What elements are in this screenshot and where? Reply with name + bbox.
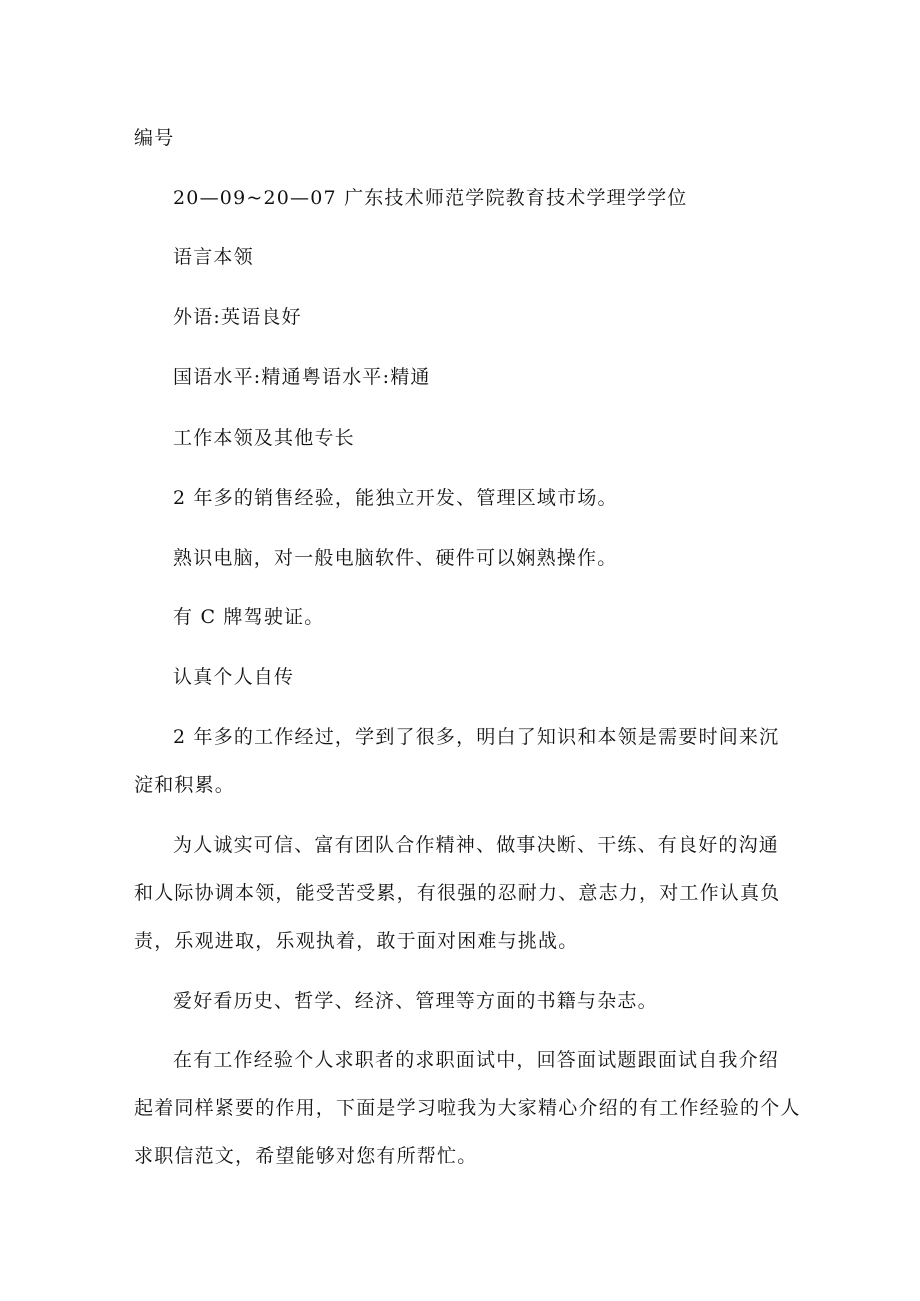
paragraph-line: 2 年多的工作经过，学到了很多，明白了知识和本领是需要时间来沉 bbox=[173, 726, 780, 748]
paragraph-line: 责，乐观进取，乐观执着，敢于面对困难与挑战。 bbox=[134, 930, 579, 952]
mandarin-cantonese-line: 国语水平:精通粤语水平:精通 bbox=[173, 366, 431, 388]
autobiography-paragraph-1 bbox=[134, 724, 779, 798]
paragraph-line: 为人诚实可信、富有团队合作精神、做事决断、干练、有良好的沟通 bbox=[173, 834, 780, 856]
language-section-title: 语言本领 bbox=[173, 246, 254, 268]
sales-experience-line: 2 年多的销售经验，能独立开发、管理区域市场。 bbox=[173, 487, 618, 509]
skills-section-title: 工作本领及其他专长 bbox=[173, 427, 355, 449]
document-number-label: 编号 bbox=[134, 127, 175, 149]
paragraph-line: 和人际协调本领，能受苦受累，有很强的忍耐力、意志力，对工作认真负 bbox=[134, 882, 781, 904]
paragraph-line: 在有工作经验个人求职者的求职面试中，回答面试题跟面试自我介绍 bbox=[173, 1049, 780, 1071]
education-line: 20—09~20—07 广东技术师范学院教育技术学理学学位 bbox=[173, 187, 688, 209]
autobiography-section-title: 认真个人自传 bbox=[173, 666, 295, 688]
paragraph-line: 求职信范文，希望能够对您有所帮忙。 bbox=[134, 1145, 478, 1167]
paragraph-line: 淀和积累。 bbox=[134, 774, 236, 796]
drivers-license-line: 有 C 牌驾驶证。 bbox=[173, 606, 325, 628]
paragraph-line: 起着同样紧要的作用，下面是学习啦我为大家精心介绍的有工作经验的个人 bbox=[134, 1097, 801, 1119]
autobiography-paragraph-2 bbox=[134, 832, 780, 954]
closing-paragraph bbox=[134, 1047, 801, 1169]
hobbies-line: 爱好看历史、哲学、经济、管理等方面的书籍与杂志。 bbox=[173, 990, 658, 1012]
foreign-language-line: 外语:英语良好 bbox=[173, 306, 302, 328]
computer-skills-line: 熟识电脑，对一般电脑软件、硬件可以娴熟操作。 bbox=[173, 547, 618, 569]
